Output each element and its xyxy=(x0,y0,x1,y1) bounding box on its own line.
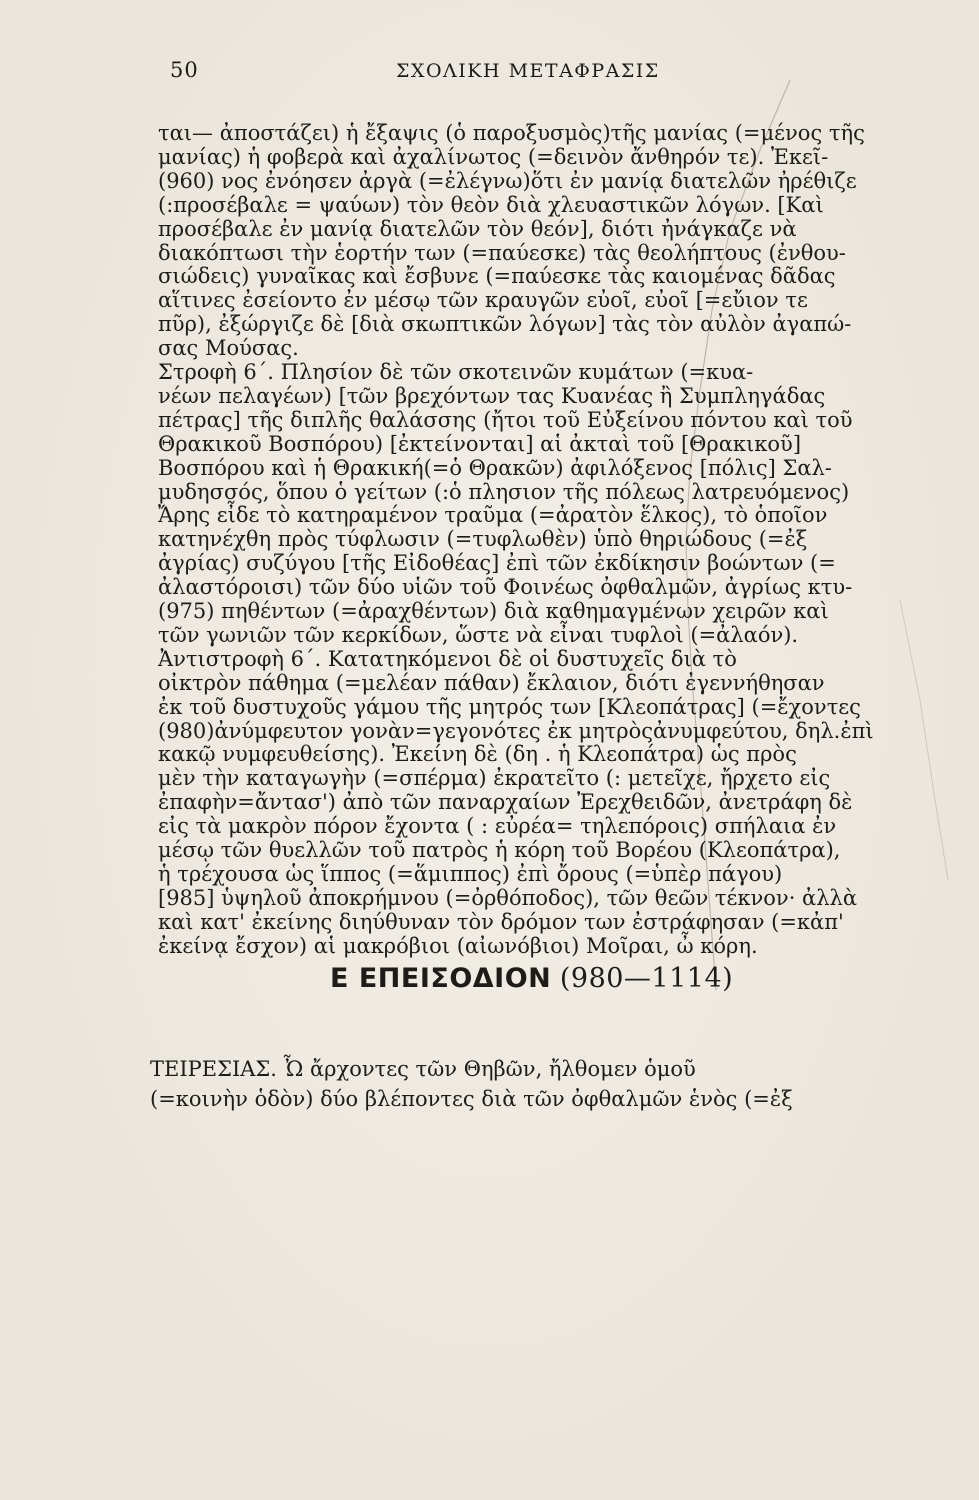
text-line: ἐκείνᾳ ἔσχον) αἱ μακρόβιοι (αἰωνόβιοι) Μοῖραι, ὦ κόρη. xyxy=(158,933,758,958)
text-line: πέτρας] τῆς διπλῆς θαλάσσης (ἤτοι τοῦ Εὐξείνου πόντου καὶ τοῦ xyxy=(158,407,853,432)
text-line: (960) νος ἐνόησεν ἀργὰ (=ἐλέγνω)ὅτι ἐν μανίᾳ διατελῶν ἠρέθιζε xyxy=(158,168,857,193)
text-line: σας Μούσας. xyxy=(158,336,299,361)
text-line: (975) πηθέντων (=ἀραχθέντων) διὰ καθημαγμένων χειρῶν καὶ xyxy=(158,599,829,623)
text-line: Στροφὴ 6΄. Πλησίον δὲ τῶν σκοτεινῶν κυμάτων (=κυα- xyxy=(158,360,754,384)
text-line: εἰς τὰ μακρὸν πόρον ἔχοντα ( : εὐρέα= τηλεπόροις) σπήλαια ἐν xyxy=(158,814,837,839)
text-line: τῶν γωνιῶν τῶν κερκίδων, ὥστε νὰ εἶναι τυφλοὶ (=ἀλαόν). xyxy=(158,622,799,647)
text-line: μὲν τὴν καταγωγὴν (=σπέρμα) ἐκρατεῖτο (: μετεῖχε, ἤρχετο εἰς xyxy=(158,766,831,791)
text-line: καὶ κατ' ἐκείνης διηύθυναν τὸν δρόμον των ἐστράφησαν (=κἀπ' xyxy=(158,909,844,934)
page-number: 50 xyxy=(170,58,199,82)
section-heading xyxy=(330,962,733,996)
text-line: (980)ἀνύμφευτον γονὰν=γεγονότες ἐκ μητρὸςἀνυμφεύτου, δηλ.ἐπὶ xyxy=(158,718,874,743)
text-line: Θρακικοῦ Βοσπόρου) [ἐκτείνονται] αἱ ἀκταὶ τοῦ [Θρακικοῦ] xyxy=(158,431,802,456)
text-line: [985] ὑψηλοῦ ἀποκρήμνου (=ὀρθόποδος), τῶν θεῶν τέκνον· ἀλλὰ xyxy=(158,885,858,910)
text-line: ἀγρίας) συζύγου [τῆς Εἰδοθέας] ἐπὶ τῶν ἐκδίκησιν βοώντων (= xyxy=(158,551,836,576)
page-header xyxy=(170,58,790,88)
text-line: (=κοινὴν ὁδὸν) δύο βλέποντες διὰ τῶν ὀφθαλμῶν ἑνὸς (=ἐξ xyxy=(150,1087,793,1111)
text-line: Ἄρης εἶδε τὸ κατηραμένον τραῦμα (=ἀρατὸν ἕλκος), τὸ ὁποῖον xyxy=(158,503,828,528)
text-line: διακόπτωσι τὴν ἑορτήν των (=παύεσκε) τὰς θεολήπτους (ἐνθου- xyxy=(158,240,846,265)
text-line: (:προσέβαλε = ψαύων) τὸν θεὸν διὰ χλευαστικῶν λόγων. [Καὶ xyxy=(158,192,824,217)
running-title: ΣΧΟΛΙΚΗ ΜΕΤΑΦΡΑΣΙΣ xyxy=(396,60,660,82)
text-line: Βοσπόρου καὶ ἡ Θρακική(=ὁ Θρακῶν) ἀφιλόξενος [πόλις] Σαλ- xyxy=(158,455,832,480)
text-line: σιώδεις) γυναῖκας καὶ ἔσβυνε (=παύεσκε τὰς καιομένας δᾶδας xyxy=(158,264,836,289)
section-line-range: (980—1114) xyxy=(559,963,734,994)
text-line: προσέβαλε ἐν μανίᾳ διατελῶν τὸν θεόν], διότι ἠνάγκαζε νὰ xyxy=(158,216,797,241)
text-line: ἐκ τοῦ δυστυχοῦς γάμου τῆς μητρός των [Κλεοπάτρας] (=ἔχοντες xyxy=(158,694,861,719)
section-label: Ε ΕΠΕΙΣΟΔΙΟΝ xyxy=(330,963,552,994)
text-line: Ἀντιστροφὴ 6΄. Κατατηκόμενοι δὲ οἱ δυστυχεῖς διὰ τὸ xyxy=(158,646,737,671)
text-line: ΤΕΙΡΕΣΙΑΣ. Ὦ ἄρχοντες τῶν Θηβῶν, ἤλθομεν ὁμοῦ xyxy=(150,1057,696,1081)
text-line: ἐπαφὴν=ἄντασ') ἀπὸ τῶν παναρχαίων Ἐρεχθειδῶν, ἀνετράφη δὲ xyxy=(158,790,853,815)
text-line: μανίας) ἡ φοβερὰ καὶ ἀχαλίνωτος (=δεινὸν ἄνθηρόν τε). Ἐκεῖ- xyxy=(158,144,829,169)
text-line: κατηνέχθη πρὸς τύφλωσιν (=τυφλωθὲν) ὑπὸ θηριώδους (=ἐξ xyxy=(158,527,808,552)
text-line: ἀλαστόροισι) τῶν δύο υἱῶν τοῦ Φοινέως ὀφθαλμῶν, ἀγρίως κτυ- xyxy=(158,575,853,600)
text-line: πῦρ), ἐξώργιζε δὲ [διὰ σκωπτικῶν λόγων] τὰς τὸν αὐλὸν ἀγαπώ- xyxy=(158,312,852,337)
text-line: οἰκτρὸν πάθημα (=μελέαν πάθαν) ἔκλαιον, διότι ἐγεννήθησαν xyxy=(158,670,825,695)
text-line: μέσῳ τῶν θυελλῶν τοῦ πατρὸς ἡ κόρη τοῦ Βορέου (Κλεοπάτρα), xyxy=(158,838,841,862)
text-line: μυδησσός, ὅπου ὁ γείτων (:ὁ πλησιον τῆς πόλεως λατρευόμενος) xyxy=(158,479,850,504)
text-line: αἵτινες ἐσείοντο ἐν μέσῳ τῶν κραυγῶν εὐοῖ, εὐοῖ [=εὔιον τε xyxy=(158,288,808,313)
text-line: κακῷ νυμφευθείσης). Ἐκείνη δὲ (δη . ἡ Κλεοπάτρα) ὡς πρὸς xyxy=(158,742,797,767)
text-line: ἡ τρέχουσα ὡς ἵππος (=ἅμιππος) ἐπὶ ὄρους (=ὑπὲρ πάγου) xyxy=(158,861,783,886)
text-line: ται— ἀποστάζει) ἡ ἔξαψις (ὁ παροξυσμὸς)τῆς μανίας (=μένος τῆς xyxy=(158,121,865,145)
text-line: νέων πελαγέων) [τῶν βρεχόντων τας Κυανέας ἢ Συμπληγάδας xyxy=(158,383,826,408)
